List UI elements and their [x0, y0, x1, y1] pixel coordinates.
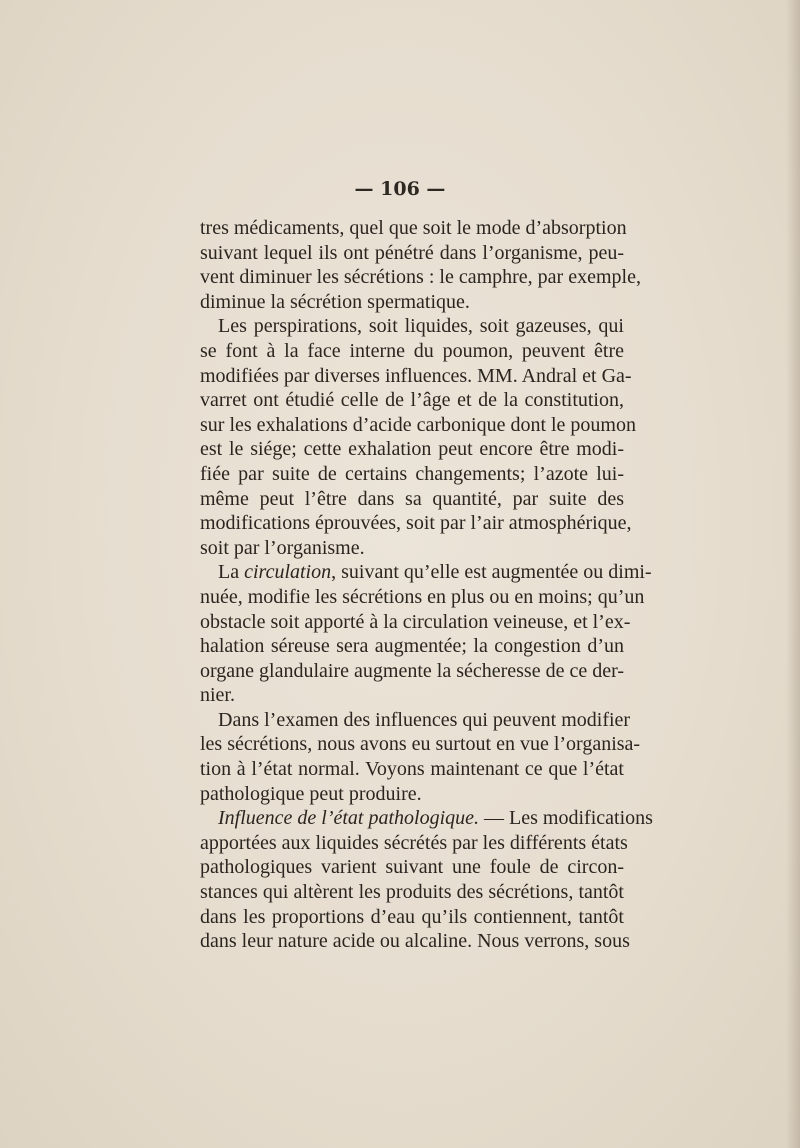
text-line: organe glandulaire augmente la sécheresse de ce der-	[200, 659, 625, 682]
text-line	[200, 806, 653, 831]
text-line: modifications éprouvées, soit par l’air atmosphérique,	[200, 512, 632, 535]
text-line: les sécrétions, nous avons eu surtout en vue l’organisa-	[200, 733, 641, 756]
text-line: pathologiques varient suivant une foule de circon-	[200, 856, 624, 879]
text-line: Les perspirations, soit liquides, soit gazeuses, qui	[218, 315, 624, 338]
text-segment: — Les modifications	[479, 807, 653, 830]
text-line: se font à la face interne du poumon, peuvent être	[200, 339, 624, 362]
text-line: modifiées par diverses influences. MM. Andral et Ga-	[200, 364, 632, 387]
italic-text: circulation	[244, 561, 332, 584]
text-line: varret ont étudié celle de l’âge et de la constitution,	[200, 389, 624, 412]
page-number: — 106 —	[354, 178, 446, 200]
text-line	[200, 560, 652, 585]
text-line: vent diminuer les sécrétions : le camphre, par exemple,	[200, 266, 641, 289]
text-line: diminue la sécrétion spermatique.	[200, 290, 470, 313]
text-segment: , suivant qu’elle est augmentée ou dimi-	[331, 561, 652, 584]
text-line: sur les exhalations d’acide carbonique dont le poumon	[200, 413, 636, 436]
text-line: pathologique peut produire.	[200, 782, 422, 805]
text-line: halation séreuse sera augmentée; la congestion d’un	[200, 635, 624, 658]
text-line: tion à l’état normal. Voyons maintenant ce que l’état	[200, 758, 624, 781]
text-segment: La	[218, 561, 245, 584]
body-text	[200, 216, 653, 954]
text-line: est le siége; cette exhalation peut encore être modi-	[200, 438, 624, 461]
text-line: obstacle soit apporté à la circulation veineuse, et l’ex-	[200, 610, 631, 633]
italic-text: Influence de l’état pathologique.	[218, 807, 480, 830]
text-line: stances qui altèrent les produits des sécrétions, tantôt	[200, 881, 624, 904]
text-line: dans leur nature acide ou alcaline. Nous verrons, sous	[200, 930, 630, 953]
text-line: même peut l’être dans sa quantité, par suite des	[200, 487, 624, 510]
text-line: fiée par suite de certains changements; l’azote lui-	[200, 462, 624, 485]
text-line: Dans l’examen des influences qui peuvent modifier	[218, 708, 631, 731]
text-line: suivant lequel ils ont pénétré dans l’organisme, peu-	[200, 241, 624, 264]
text-line: soit par l’organisme.	[200, 536, 365, 559]
text-line: nier.	[200, 684, 235, 707]
text-line: nuée, modifie les sécrétions en plus ou en moins; qu’un	[200, 585, 645, 608]
text-line: dans les proportions d’eau qu’ils contiennent, tantôt	[200, 905, 624, 928]
page-edge-shadow	[786, 0, 800, 1148]
text-line: tres médicaments, quel que soit le mode d’absorption	[200, 217, 627, 239]
text-line: apportées aux liquides sécrétés par les différents états	[200, 831, 628, 854]
